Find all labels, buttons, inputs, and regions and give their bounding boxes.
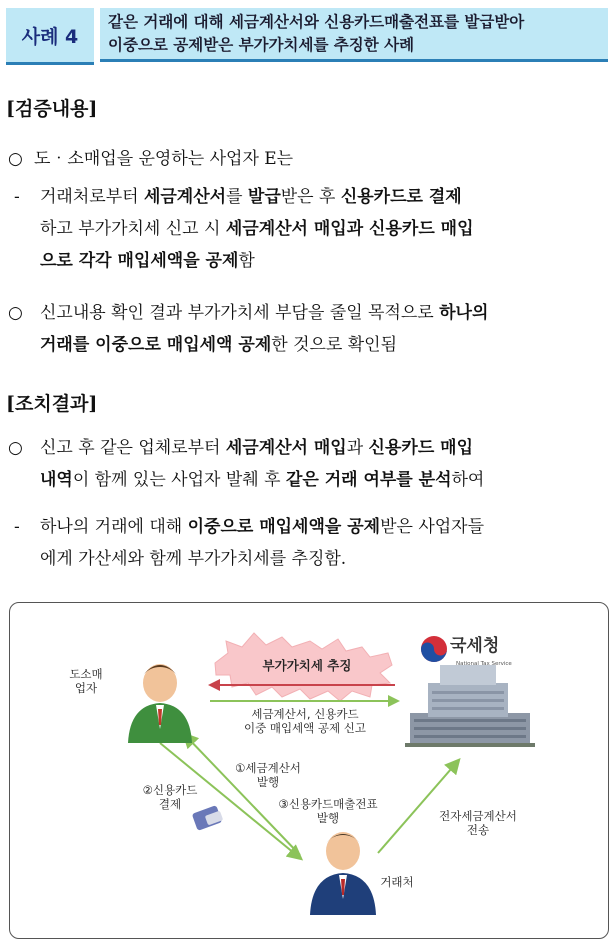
retailer-person-icon (128, 664, 192, 743)
action-item-1 (40, 432, 608, 496)
collect-label: 부가가치세 추징 (262, 658, 352, 673)
supplier-label: 거래처 (380, 875, 414, 889)
supplier-person-icon (310, 832, 376, 915)
action-item-2-line2: 에게 가산세와 함께 부가가치세를 추징함. (40, 549, 347, 569)
bullet-dash: - (14, 187, 20, 207)
case-header (6, 8, 608, 64)
case-badge: 사례 4 (6, 8, 94, 65)
case-title-line2: 이중으로 공제받은 부가가치세를 추징한 사례 (108, 36, 415, 54)
section-heading-review: [검증내용] (6, 98, 98, 120)
bullet-circle: ○ (8, 303, 23, 323)
bullet-circle: ○ (8, 438, 23, 458)
nts-building-icon (405, 665, 535, 747)
action-item-1-line1: 신고 후 같은 업체로부터 세금계산서 매입과 신용카드 매입 (40, 438, 473, 458)
action-item-2-line1: 하나의 거래에 대해 이중으로 매입세액을 공제받은 사업자들 (40, 517, 485, 537)
action-item-1-line2: 내역이 함께 있는 사업자 발췌 후 같은 거래 여부를 분석하여 (40, 470, 485, 490)
invoice-issue-label: ①세금계산서 발행 (235, 761, 301, 789)
review-item-2-line2: 하고 부가가치세 신고 시 세금계산서 매입과 신용카드 매입 (40, 219, 474, 239)
card-payment-label: ②신용카드 결제 (142, 783, 198, 811)
case-title-line1: 같은 거래에 대해 세금계산서와 신용카드매출전표를 발급받아 (108, 13, 525, 31)
green-report-arrow (210, 695, 400, 707)
review-item-3-line2: 거래를 이중으로 매입세액 공제한 것으로 확인됨 (40, 335, 398, 355)
etax-label: 전자세금계산서 전송 (439, 809, 517, 837)
review-item-2 (40, 181, 608, 277)
nts-sub: National Tax Service (456, 661, 512, 667)
review-item-1: 도‧소매업을 운영하는 사업자 E는 (34, 149, 294, 169)
case-title (100, 8, 608, 62)
review-item-3 (40, 297, 608, 361)
action-item-2 (40, 511, 608, 575)
review-item-3-line1: 신고내용 확인 결과 부가가치세 부담을 줄일 목적으로 하나의 (40, 303, 489, 323)
section-heading-action: [조치결과] (6, 393, 98, 415)
etax-arrow (378, 761, 458, 853)
nts-logo-icon (421, 636, 447, 662)
bullet-circle: ○ (8, 149, 23, 169)
nts-name: 국세청 (450, 636, 500, 656)
flow-diagram (9, 602, 609, 939)
slip-issue-label: ③신용카드매출전표 발행 (278, 797, 378, 825)
bullet-dash: - (14, 517, 20, 537)
flow-diagram-graphics (10, 603, 608, 938)
retailer-label: 도소매 업자 (69, 667, 103, 695)
review-item-2-line3: 으로 각각 매입세액을 공제함 (40, 251, 255, 271)
review-item-2-line1: 거래처로부터 세금계산서를 발급받은 후 신용카드로 결제 (40, 187, 462, 207)
report-label: 세금계산서, 신용카드 이중 매입세액 공제 신고 (243, 707, 367, 735)
